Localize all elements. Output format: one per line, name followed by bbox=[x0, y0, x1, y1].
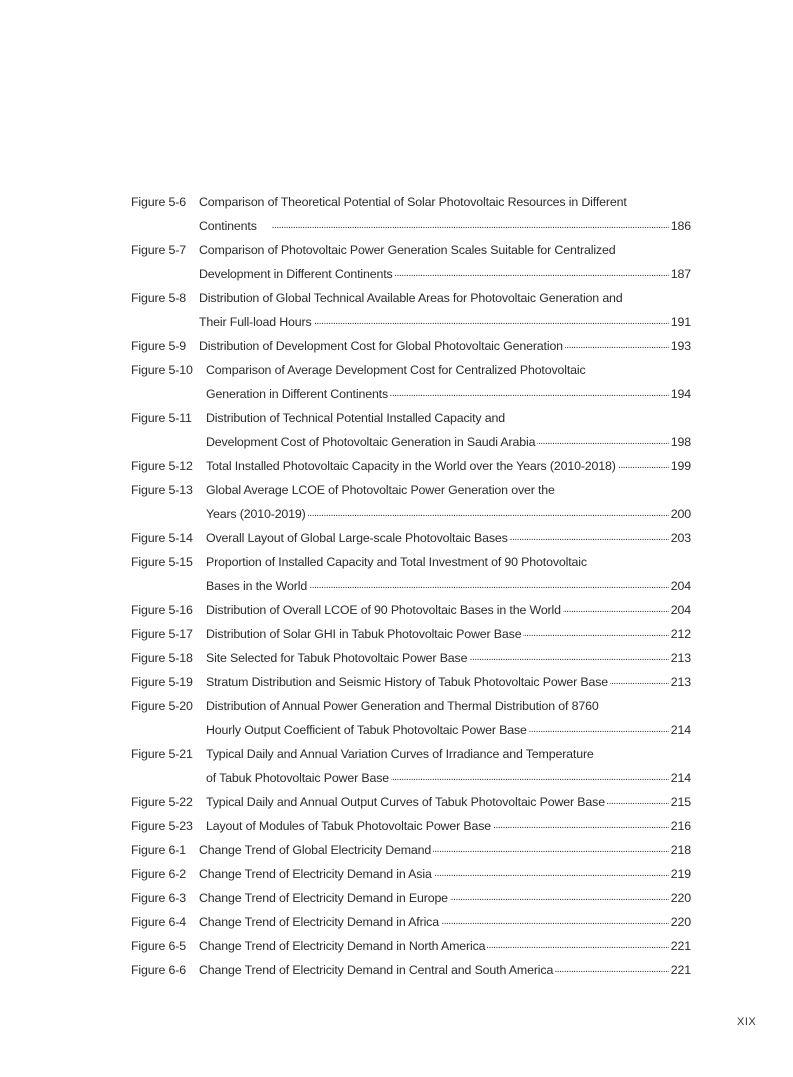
figure-label: Figure 5-9 bbox=[131, 339, 186, 353]
figure-title: Change Trend of Global Electricity Demand bbox=[199, 843, 432, 857]
page-ref[interactable]: 200 bbox=[670, 507, 691, 521]
page-ref[interactable]: 221 bbox=[670, 939, 691, 953]
figure-title: Their Full-load Hours bbox=[199, 315, 312, 329]
toc-line bbox=[131, 670, 691, 694]
dot-leader bbox=[563, 598, 669, 622]
toc-line bbox=[131, 310, 691, 334]
figure-title: Layout of Modules of Tabuk Photovoltaic Power Base bbox=[206, 819, 492, 833]
toc-line bbox=[131, 406, 691, 430]
toc-line bbox=[131, 646, 691, 670]
page-ref[interactable]: 191 bbox=[670, 315, 691, 329]
dot-leader bbox=[487, 934, 668, 958]
toc-entry[interactable] bbox=[131, 622, 691, 646]
toc-line bbox=[131, 358, 691, 382]
dot-leader bbox=[308, 502, 669, 526]
figure-title: Comparison of Photovoltaic Power Generation Scales Suitable for Centralized bbox=[199, 243, 616, 257]
figure-label: Figure 5-23 bbox=[131, 819, 193, 833]
toc-line bbox=[131, 862, 691, 886]
toc-entry[interactable] bbox=[131, 862, 691, 886]
figure-label: Figure 5-15 bbox=[131, 555, 193, 569]
page-ref[interactable]: 218 bbox=[670, 843, 691, 857]
figure-title: Comparison of Theoretical Potential of Solar Photovoltaic Resources in Different bbox=[199, 195, 627, 209]
toc-line bbox=[131, 766, 691, 790]
toc-line bbox=[131, 694, 691, 718]
dot-leader bbox=[259, 214, 669, 238]
toc-line bbox=[131, 574, 691, 598]
toc-line bbox=[131, 718, 691, 742]
toc-line bbox=[131, 838, 691, 862]
toc-line bbox=[131, 790, 691, 814]
figure-title: Hourly Output Coefficient of Tabuk Photovoltaic Power Base bbox=[206, 723, 527, 737]
toc-entry[interactable] bbox=[131, 814, 691, 838]
toc-line bbox=[131, 334, 691, 358]
toc-line bbox=[131, 478, 691, 502]
dot-leader bbox=[391, 766, 669, 790]
toc-entry[interactable] bbox=[131, 526, 691, 550]
figure-title: Development in Different Continents bbox=[199, 267, 393, 281]
toc-entry[interactable] bbox=[131, 886, 691, 910]
figure-title: Global Average LCOE of Photovoltaic Power Generation over the bbox=[206, 483, 555, 497]
figure-label: Figure 5-17 bbox=[131, 627, 193, 641]
toc-entry[interactable] bbox=[131, 934, 691, 958]
list-of-figures bbox=[131, 190, 691, 982]
toc-entry[interactable] bbox=[131, 286, 691, 334]
figure-label bbox=[131, 310, 199, 334]
figure-label: Figure 6-4 bbox=[131, 915, 186, 929]
page-ref[interactable]: 214 bbox=[670, 771, 691, 785]
toc-entry[interactable] bbox=[131, 742, 691, 790]
figure-label: Figure 5-10 bbox=[131, 363, 193, 377]
figure-label: Figure 5-11 bbox=[131, 411, 192, 425]
toc-line bbox=[131, 886, 691, 910]
figure-label: Figure 5-16 bbox=[131, 603, 193, 617]
figure-label bbox=[131, 214, 199, 238]
figure-title: Change Trend of Electricity Demand in Asia bbox=[199, 867, 432, 881]
figure-label: Figure 5-18 bbox=[131, 651, 193, 665]
toc-line bbox=[131, 382, 691, 406]
toc-line bbox=[131, 502, 691, 526]
toc-entry[interactable] bbox=[131, 358, 691, 406]
page-ref[interactable]: 186 bbox=[670, 219, 691, 233]
figure-title: Overall Layout of Global Large-scale Photovoltaic Bases bbox=[206, 531, 508, 545]
figure-title: Total Installed Photovoltaic Capacity in the World over the Years (2010-2018) bbox=[206, 459, 616, 473]
dot-leader bbox=[537, 430, 668, 454]
page-ref[interactable]: 216 bbox=[670, 819, 691, 833]
dot-leader bbox=[555, 958, 669, 982]
dot-leader bbox=[390, 382, 669, 406]
figure-label bbox=[131, 766, 206, 790]
figure-label: Figure 5-8 bbox=[131, 291, 186, 305]
page-ref[interactable]: 204 bbox=[670, 603, 691, 617]
dot-leader bbox=[469, 646, 668, 670]
figure-label bbox=[131, 430, 206, 454]
page-ref[interactable]: 219 bbox=[670, 867, 691, 881]
figure-title: Generation in Different Continents bbox=[206, 387, 389, 401]
page-ref[interactable]: 213 bbox=[670, 651, 691, 665]
figure-label: Figure 6-6 bbox=[131, 963, 186, 977]
figure-title: Change Trend of Electricity Demand in North America bbox=[199, 939, 486, 953]
dot-leader bbox=[309, 574, 669, 598]
figure-label: Figure 5-19 bbox=[131, 675, 193, 689]
figure-label bbox=[131, 262, 199, 286]
figure-title: Distribution of Global Technical Available Areas for Photovoltaic Generation and bbox=[199, 291, 623, 305]
figure-label: Figure 5-13 bbox=[131, 483, 193, 497]
toc-line bbox=[131, 430, 691, 454]
dot-leader bbox=[529, 718, 669, 742]
toc-line bbox=[131, 742, 691, 766]
figure-label: Figure 5-14 bbox=[131, 531, 193, 545]
toc-line bbox=[131, 598, 691, 622]
page-ref[interactable]: 198 bbox=[670, 435, 691, 449]
page-ref[interactable]: 193 bbox=[670, 339, 691, 353]
dot-leader bbox=[395, 262, 669, 286]
figure-label: Figure 6-1 bbox=[131, 843, 186, 857]
toc-line bbox=[131, 958, 691, 982]
toc-line bbox=[131, 286, 691, 310]
figure-label: Figure 5-20 bbox=[131, 699, 193, 713]
page-ref[interactable]: 214 bbox=[670, 723, 691, 737]
figure-label: Figure 5-6 bbox=[131, 195, 186, 209]
figure-title: Distribution of Solar GHI in Tabuk Photovoltaic Power Base bbox=[206, 627, 522, 641]
dot-leader bbox=[314, 310, 669, 334]
figure-title: Continents bbox=[199, 219, 257, 233]
dot-leader bbox=[523, 622, 668, 646]
figure-label: Figure 5-22 bbox=[131, 795, 193, 809]
figure-title: Bases in the World bbox=[206, 579, 308, 593]
figure-label: Figure 6-2 bbox=[131, 867, 186, 881]
toc-entry[interactable] bbox=[131, 910, 691, 934]
toc-line bbox=[131, 238, 691, 262]
toc-entry[interactable] bbox=[131, 598, 691, 622]
figure-title: Stratum Distribution and Seismic History of Tabuk Photovoltaic Power Base bbox=[206, 675, 609, 689]
figure-label: Figure 5-7 bbox=[131, 243, 186, 257]
figure-title: Typical Daily and Annual Output Curves of Tabuk Photovoltaic Power Base bbox=[206, 795, 605, 809]
figure-title: Proportion of Installed Capacity and Total Investment of 90 Photovoltaic bbox=[206, 555, 587, 569]
figure-label bbox=[131, 718, 206, 742]
dot-leader bbox=[450, 886, 669, 910]
dot-leader bbox=[510, 526, 669, 550]
toc-entry[interactable] bbox=[131, 958, 691, 982]
page-ref[interactable]: 212 bbox=[670, 627, 691, 641]
toc-line bbox=[131, 262, 691, 286]
figure-label: Figure 6-3 bbox=[131, 891, 186, 905]
toc-line bbox=[131, 622, 691, 646]
dot-leader bbox=[618, 454, 669, 478]
figure-title: Site Selected for Tabuk Photovoltaic Power Base bbox=[206, 651, 468, 665]
toc-entry[interactable] bbox=[131, 406, 691, 454]
figure-title: Distribution of Technical Potential Installed Capacity and bbox=[206, 411, 505, 425]
figure-label bbox=[131, 502, 206, 526]
figure-title: Distribution of Development Cost for Global Photovoltaic Generation bbox=[199, 339, 563, 353]
toc-entry[interactable] bbox=[131, 646, 691, 670]
toc-entry[interactable] bbox=[131, 550, 691, 598]
page-ref[interactable]: 220 bbox=[670, 891, 691, 905]
toc-entry[interactable] bbox=[131, 454, 691, 478]
figure-label bbox=[131, 382, 206, 406]
page-ref[interactable]: 215 bbox=[670, 795, 691, 809]
toc-line bbox=[131, 190, 691, 214]
toc-entry[interactable] bbox=[131, 238, 691, 286]
page-ref[interactable]: 203 bbox=[670, 531, 691, 545]
page-ref[interactable]: 220 bbox=[670, 915, 691, 929]
toc-entry[interactable] bbox=[131, 334, 691, 358]
toc-entry[interactable] bbox=[131, 190, 691, 238]
toc-entry[interactable] bbox=[131, 790, 691, 814]
figure-title: Development Cost of Photovoltaic Generation in Saudi Arabia bbox=[206, 435, 536, 449]
toc-line bbox=[131, 910, 691, 934]
toc-line bbox=[131, 526, 691, 550]
page-ref[interactable]: 204 bbox=[670, 579, 691, 593]
toc-entry[interactable] bbox=[131, 838, 691, 862]
figure-title: Change Trend of Electricity Demand in Central and South America bbox=[199, 963, 554, 977]
figure-title: Change Trend of Electricity Demand in Africa bbox=[199, 915, 439, 929]
figure-title: Change Trend of Electricity Demand in Europe bbox=[199, 891, 448, 905]
page-ref[interactable]: 199 bbox=[670, 459, 691, 473]
dot-leader bbox=[493, 814, 669, 838]
figure-title: Typical Daily and Annual Variation Curves of Irradiance and Temperature bbox=[206, 747, 594, 761]
dot-leader bbox=[434, 862, 669, 886]
dot-leader bbox=[441, 910, 669, 934]
page-ref[interactable]: 213 bbox=[670, 675, 691, 689]
toc-entry[interactable] bbox=[131, 670, 691, 694]
figure-title: Distribution of Annual Power Generation and Thermal Distribution of 8760 bbox=[206, 699, 599, 713]
dot-leader bbox=[607, 790, 669, 814]
toc-line bbox=[131, 934, 691, 958]
dot-leader bbox=[610, 670, 669, 694]
toc-line bbox=[131, 814, 691, 838]
toc-line bbox=[131, 550, 691, 574]
figure-title: Comparison of Average Development Cost for Centralized Photovoltaic bbox=[206, 363, 586, 377]
page-ref[interactable]: 221 bbox=[670, 963, 691, 977]
dot-leader bbox=[565, 334, 669, 358]
page-ref[interactable]: 187 bbox=[670, 267, 691, 281]
toc-line bbox=[131, 454, 691, 478]
dot-leader bbox=[433, 838, 669, 862]
figure-title: of Tabuk Photovoltaic Power Base bbox=[206, 771, 390, 785]
figure-label bbox=[131, 574, 206, 598]
figure-label: Figure 5-12 bbox=[131, 459, 193, 473]
figure-label: Figure 6-5 bbox=[131, 939, 186, 953]
figure-label: Figure 5-21 bbox=[131, 747, 193, 761]
figure-title: Years (2010-2019) bbox=[206, 507, 306, 521]
toc-line bbox=[131, 214, 691, 238]
figure-title: Distribution of Overall LCOE of 90 Photovoltaic Bases in the World bbox=[206, 603, 561, 617]
toc-entry[interactable] bbox=[131, 694, 691, 742]
page-ref[interactable]: 194 bbox=[670, 387, 691, 401]
page-number: XIX bbox=[737, 1016, 757, 1028]
toc-entry[interactable] bbox=[131, 478, 691, 526]
